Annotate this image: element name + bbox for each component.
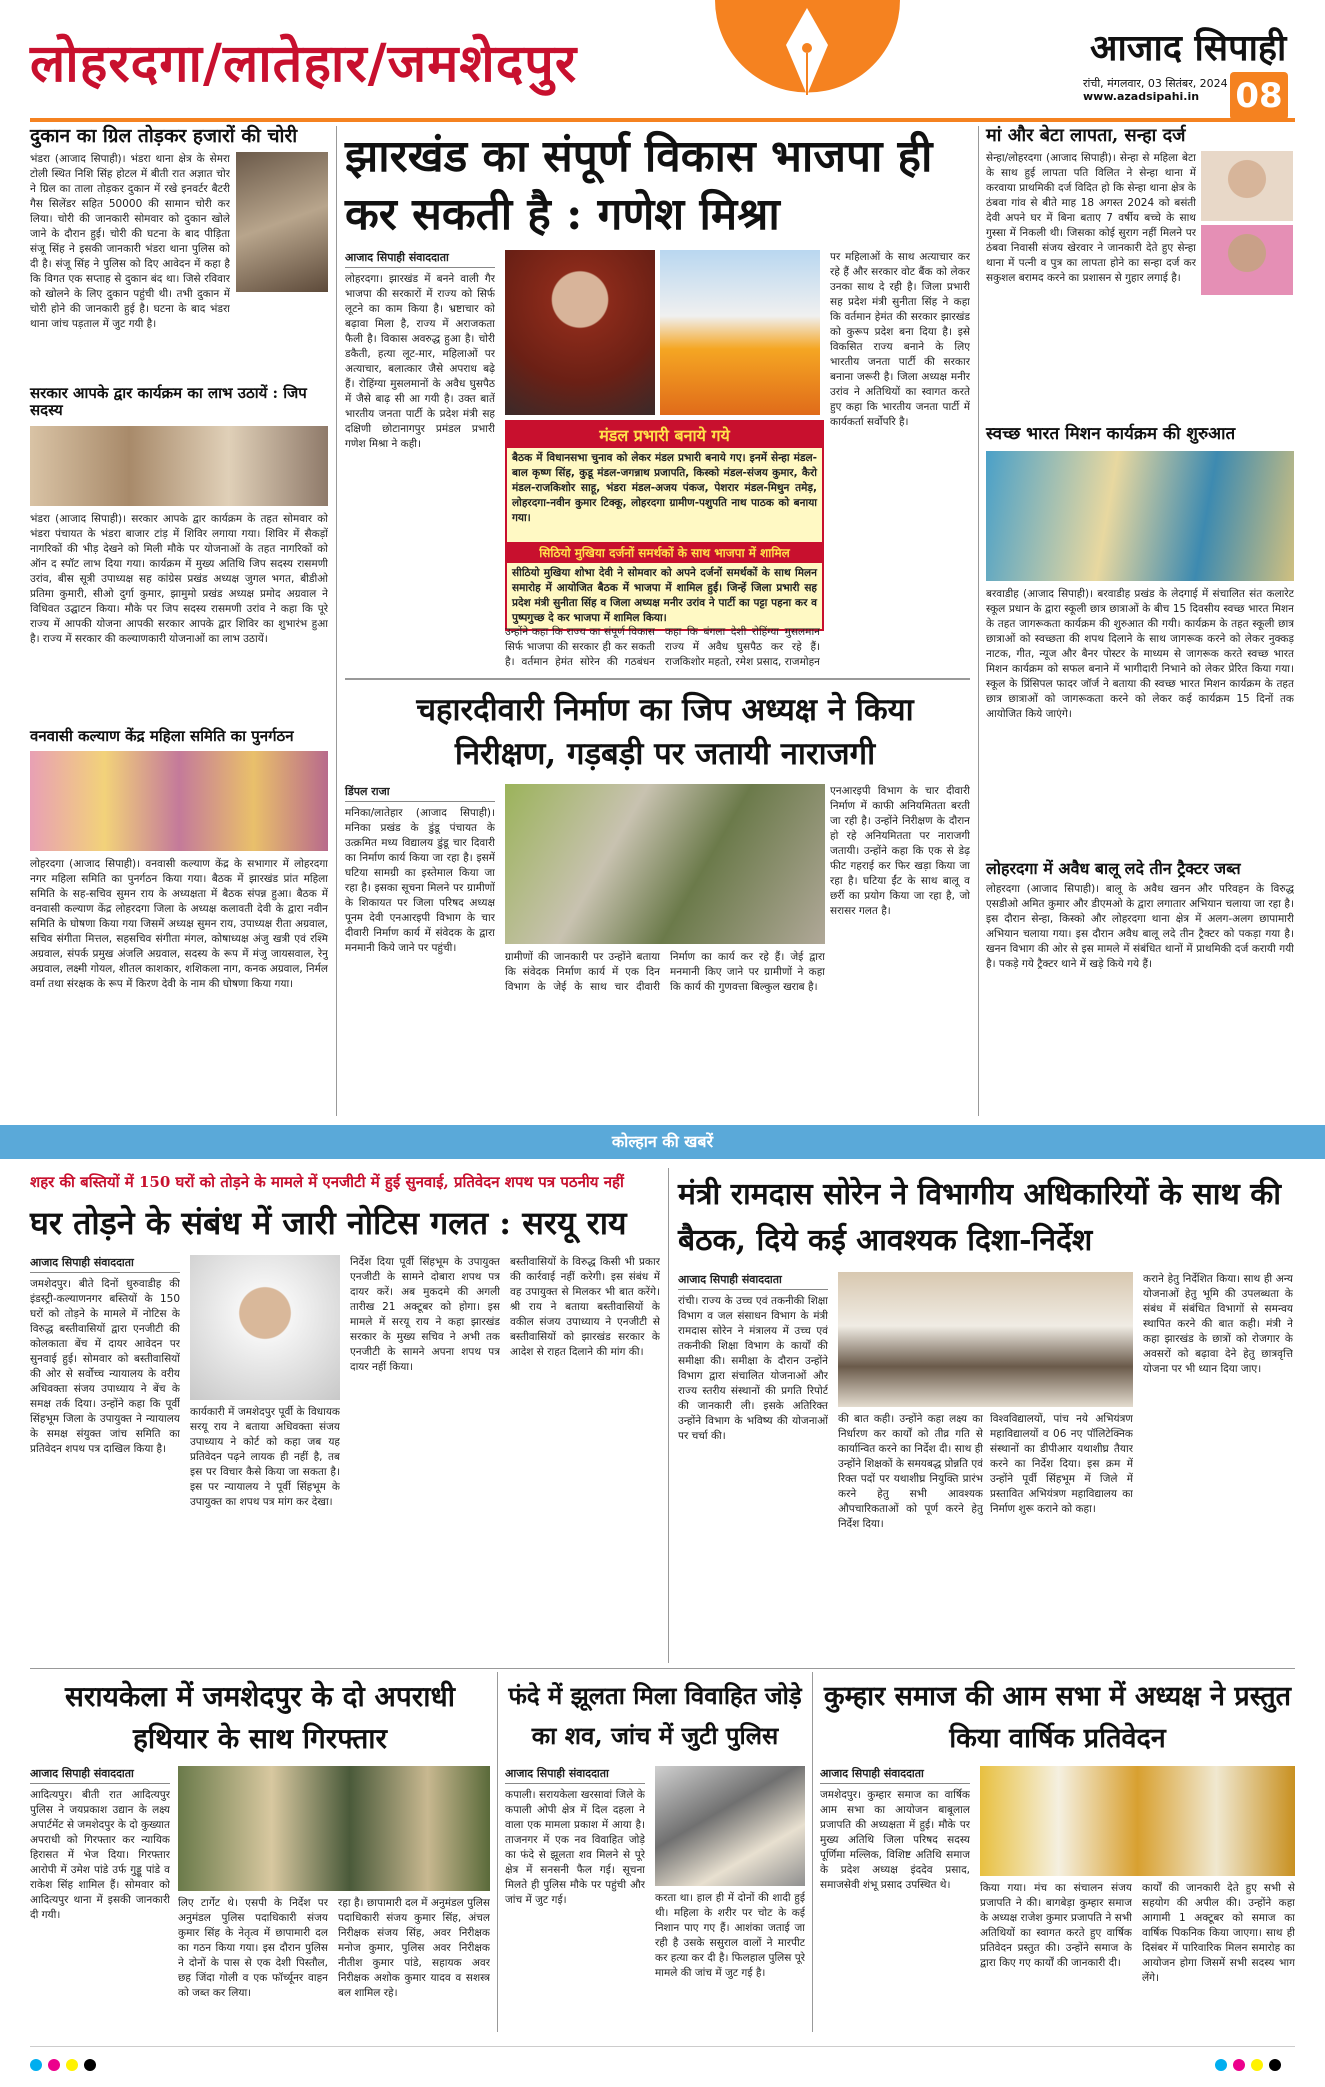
body: सेन्हा/लोहरदगा (आजाद सिपाही)। सेन्हा से महिला बेटा के साथ हुई लापता पति विलित ने सेन्हा थाना में करवाया प्राथमिकी दर्ज विदित हो कि सेन्हा थाना क्षेत्र के ठंबवा गांव से बीते माह 18 अगस्त 2024 को बसंती देवी अपने घर में बिना बताए 7 वर्षीय बच्चे के साथ गुस्सा में निकली थी। जिसका कोई सुराग नहीं मिलने पर ठंबवा निवासी संजय खेरवार ने जानकारी देते हुए सेन्हा थाना में पत्नी व पुत्र का लापता होने का सन्हा दर्ज कर सकुशल बरामद करने का प्रशासन से गुहार लगाई है। (986, 151, 1196, 284)
body: कपाली। सरायकेला खरसावां जिले के कपाली ओपी क्षेत्र में दिल दहला ने वाला एक मामला प्रकाश में आया है। ताजनगर में एक नव विवाहित जोड़े का फंदे से झूलता शव मिलने से पूरे क्षेत्र में सनसनी फैल गई। सूचना मिलते ही पुलिस मौके पर पहुंची और जांच में जुट गई। (505, 1789, 645, 1906)
column-rule (668, 1168, 669, 1663)
ngt-col-b: कार्यकारी में जमशेदपुर पूर्वी के विधायक सरयू राय ने बताया अधिवक्ता संजय उपाध्याय ने कोर्ट को कहा जब यह प्रतिवेदन पढ़ने लायक ही नहीं है, तब इस पर विचार कैसे किया जा सकता है। इस पर न्यायालय ने पूर्वी सिंहभूम के उपायुक्त का शपथ पत्र मांग कर देखा। (190, 1406, 340, 1508)
child-photo (1201, 151, 1293, 221)
wall-headline: चहारदीवारी निर्माण का जिप अध्यक्ष ने किया निरीक्षण, गड़बड़ी पर जतायी नाराजगी (416, 692, 914, 772)
body: मनिका/लातेहार (आजाद सिपाही)। मनिका प्रखंड के डुंडू पंचायत के उत्क्रमित मध्य विद्यालय डुंडू चार दिवारी का निर्माण कार्य किया जा रहा है। इसमें घटिया सामग्री का इस्तेमाल किया जा रहा है। इसका सूचना मिलने पर ग्रामीणों के शिकायत पर जिला परिषद अध्यक्ष पूनम देवी एनआरइपी विभाग के चार दीवारी निर्माण कार्य में संवेदक के द्वारा मनमानी किये जाने पर पहुंची। (345, 807, 495, 954)
body: भंडरा (आजाद सिपाही)। भंडरा थाना क्षेत्र के सेमरा टोली स्थित निशि सिंह होटल में बीती रात अज्ञात चोर ने ग्रिल का ताला तोड़कर दुकान में रखे इनवर्टर बैटरी गैस सिलेंडर सहित 50000 की सामान चोरी कर लिया। चोरी की जानकारी सोमवार को दुकान खोले जाने के दौरान हुई। चोरी की घटना के बाद पीड़िता संजू सिंह ने इसकी जानकारी भंडरा थाना पुलिस को दी है। संजू सिंह ने पुलिस को दिए आवेदन में कहा है कि विगत एक सप्ताह से दुकान बंद था। जिसे रविवार को खोलने के लिए दुकान पहुंची थी। तभी दुकान में चोरी होने की जानकारी हुई है। घटना के बाद भंडरा थाना जांच पड़ताल में जुट गयी है। (30, 152, 230, 330)
kumhar-col-a (820, 1766, 970, 2048)
headline: मां और बेटा लापता, सन्हा दर्ज (986, 125, 1186, 146)
story-shop-theft (30, 126, 328, 342)
byline: आजाद सिपाही संवाददाता (345, 250, 495, 268)
story-missing (986, 126, 1294, 441)
body: बरवाडीह (आजाद सिपाही)। बरवाडीह प्रखंड के लेदगाई में संचालित संत कलारेट स्कूल प्रधान के द्वारा स्कूली छात्र छात्राओं के बीच 15 दिवसीय स्वच्छ भारत मिशन के तहत जागरूकता कार्यक्रम की शुरुआत की गयी। कार्यक्रम के तहत स्कूली छात्र छात्राओं को स्वच्छता की शपथ दिलाने के साथ जागरूक करने को लेकर नुक्कड़ नाटक, गीत, न्यूज और बैनर पोस्टर के माध्यम से जागरूक करते स्वच्छ भारत मिशन कार्यक्रम को सफल बनाने में भागीदारी निभाने को लेकर प्रेरित किया गया। स्कूल के प्रिंसिपल फादर जॉर्ज ने बताया की स्वच्छ भारत मिशन कार्यक्रम के तहत छात्र छात्राओं को जागरूकता करने को लेकर कई कार्यक्रम 15 दिनों तक आयोजित किये जाएंगे। (986, 587, 1294, 720)
body: लोहरदगा (आजाद सिपाही)। बालू के अवैध खनन और परिवहन के विरुद्ध एसडीओ अमित कुमार और डीएमओ के द्वारा लगातार अभियान चलाया जा रहा है। इस दौरान सेन्हा, किस्को और लोहरदगा थाना क्षेत्र में अलग-अलग छापामारी अभियान चलाया गया। इस दौरान अवैध बालू लदे तीन ट्रैक्टर को पकड़ा गया है। खनन विभाग की ओर से इस मामले में संबंधित थानों में प्राथमिकी दर्ज करायी गयी है। पकड़े गये ट्रैक्टर थाने में खड़े किये गये हैं। (986, 883, 1294, 971)
headline: लोहरदगा में अवैध बालू लदे तीन ट्रैक्टर जब्त (986, 859, 1241, 878)
column-rule (497, 1672, 498, 2032)
wall-col-c: एनआरइपी विभाग के चार दीवारी निर्माण में काफी अनियमितता बरती जा रही है। उन्होंने निरीक्षण के दौरान हो रहे अनियमितता पर नाराजगी जतायी। उन्होंने कहा कि एक से डेढ़ फीट गहराई कर फिर खड़ा किया जा रहा है। घटिया ईंट के साथ बालू व छर्री का प्रयोग किया जा रहा है, जो सरासर गलत है। (830, 785, 970, 917)
website: www.azadsipahi.in (1083, 90, 1200, 103)
saryu-rai-photo (190, 1255, 340, 1400)
column-rule (812, 1672, 813, 2032)
wall-col-b: ग्रामीणों की जानकारी पर उन्होंने बताया कि संवेदक निर्माण कार्य में एक दिन विभाग के जेई के साथ चार दीवारी निर्माण का कार्य कर रहे हैं। जेई द्वारा मनमानी किए जाने पर ग्रामीणों ने कहा कि कार्य की गुणवत्ता बिल्कुल खराब है। (505, 951, 825, 993)
police-photo (178, 1766, 490, 1891)
column-rule (978, 126, 979, 1116)
lead-col-a (345, 250, 495, 682)
story-swachh (986, 425, 1294, 867)
inspection-photo (505, 784, 825, 944)
kumhar-col-b: किया गया। मंच का संचालन संजय प्रजापति ने की। बागबेड़ा कुम्हार समाज के अध्यक्ष राजेश कुमार प्रजापति ने सभी अतिथियों का स्वागत करते हुए वार्षिक प्रतिवेदन प्रस्तुत की। उन्होंने समाज के द्वारा किए गए कार्यों की जानकारी दी। (980, 1882, 1132, 1969)
registration-marks-right (1215, 2056, 1287, 2075)
pen-nib-icon (700, 0, 915, 108)
masthead-rule (30, 118, 1295, 122)
story-sand (986, 860, 1294, 1107)
arrest-col-b: लिए टार्गेट थे। एसपी के निर्देश पर अनुमंडल पुलिस पदाधिकारी संजय कुमार सिंह के नेतृत्व में छापामारी दल का गठन किया गया। इस दौरान पुलिस ने दोनों के पास से एक देशी पिस्तौल, छह जिंदा गोली व एक फॉर्च्यूनर वाहन को जब्त कर लिया। (178, 1897, 328, 1999)
lead-col-b: उन्होंने कहा कि राज्य का संपूर्ण विकास सिर्फ भाजपा की सरकार ही कर सकती है। वर्तमान हेमंत सोरेन की गठबंधन (505, 626, 655, 668)
box-title: मंडल प्रभारी बनाये गये (507, 422, 822, 448)
headline: सरकार आपके द्वार कार्यक्रम का लाभ उठायें : जिप सदस्य (30, 384, 307, 420)
ngt-kicker: शहर की बस्तियों में 150 घरों को तोड़ने के मामले में एनजीटी में हुई सुनवाई, प्रतिवेदन शपथ पत्र पठनीय नहीं (30, 1173, 624, 1191)
body: रांची। राज्य के उच्च एवं तकनीकी शिक्षा विभाग व जल संसाधन विभाग के मंत्री रामदास सोरेन ने मंत्रालय में उच्च एवं तकनीकी शिक्षा विभाग के कार्यों की समीक्षा की। समीक्षा के दौरान उन्होंने विभाग द्वारा संचालित योजनाओं और राज्य स्तरीय संस्थानों की प्रगति रिपोर्ट की जानकारी ली। इसके अतिरिक्त उन्होंने विभाग के भविष्य की योजनाओं पर चर्चा की। (678, 1295, 828, 1442)
divider (345, 678, 970, 680)
kolhan-band: कोल्हान की खबरें (0, 1125, 1325, 1159)
ngt-col-d: बस्तीवासियों के विरुद्ध किसी भी प्रकार की कार्रवाई नहीं करेगी। इस संबंध में वह उपायुक्त से मिलकर भी बात करेंगे। श्री राय ने बताया बस्तीवासियों के वकील संजय उपाध्याय ने एनजीटी से बस्तीवासियों को झारखंड सरकार के आदेश से राहत दिलाने की मांग की। (510, 1256, 660, 1358)
meeting-photo (838, 1272, 1133, 1407)
lead-col-c: पर महिलाओं के साथ अत्याचार कर रहे हैं और सरकार वोट बैंक को लेकर उनका साथ दे रही है। जिला प्रभारी सह प्रदेश मंत्री सुनीता सिंह ने कहा कि वर्तमान हेमंत की सरकार झारखंड को कुरूप प्रदेश बना दिया है। इसे विकसित राज्य बनाने के लिए भारतीय जनता पार्टी की सरकार बनाना जरूरी है। जिला अध्यक्ष मनीर उरांव ने अतिथियों का स्वागत करते हुए कहा कि भारतीय जनता पार्टी में कार्यकर्ता सर्वोपरि है। (830, 251, 970, 428)
byline: आजाद सिपाही संवाददाता (30, 1766, 170, 1784)
byline: आजाद सिपाही संवाददाता (820, 1766, 970, 1784)
box-body: बैठक में विधानसभा चुनाव को लेकर मंडल प्रभारी बनाये गए। इनमें सेन्हा मंडल-बाल कृष्ण सिंह, कुडू मंडल-जगन्नाथ प्रजापति, किस्को मंडल-संजय कुमार, कैरो मंडल-राजकिशोर साहू, भंडरा मंडल-अजय पंकज, पेशरार मंडल-मिथुन तमेड़, लोहरदगा-नवीन कुमार टिक्कू, लोहरदगा ग्रामीण-पशुपति नाथ पाठक को बनाया गया। (512, 452, 817, 524)
hanging-col-b: करता था। हाल ही में दोनों की शादी हुई थी। महिला के शरीर पर चोट के कई निशान पाए गए हैं। आशंका जताई जा रही है उसके ससुराल वालों ने मारपीट कर हत्या कर दी है। फिलहाल पुलिस पूरे मामले की जांच में जुट गई है। (655, 1892, 805, 1979)
box2-title: सिठियो मुखिया दर्जनों समर्थकों के साथ भाजपा में शामिल (507, 542, 822, 563)
minister-col-c: विश्वविद्यालयों, पांच नये अभियंत्रण महाविद्यालयों व 06 नए पॉलिटेक्निक संस्थानों का डीपीआर यथाशीघ्र तैयार करने का निर्देश दिया। इस क्रम में उन्होंने पूर्वी सिंहभूम में जिले में प्रस्तावित अभियंत्रण महाविद्यालय का निर्माण शुरू कराने को कहा। (990, 1413, 1133, 1515)
headline: स्वच्छ भारत मिशन कार्यक्रम की शुरुआत (986, 424, 1236, 444)
footer-rule (30, 2046, 1295, 2047)
brand-name: आजाद सिपाही (1090, 27, 1287, 69)
registration-marks (30, 2056, 102, 2075)
divider (30, 1668, 1295, 1669)
column-rule (336, 126, 337, 1116)
arrest-headline: सरायकेला में जमशेदपुर के दो अपराधी हथियार के साथ गिरफ्तार (65, 1680, 455, 1755)
dateline: रांची, मंगलवार, 03 सितंबर, 2024 (1083, 77, 1228, 90)
speaker-photo (505, 250, 655, 415)
ngt-col-a (30, 1255, 180, 1677)
arrest-col-c: रहा है। छापामारी दल में अनुमंडल पुलिस पदाधिकारी संजय कुमार सिंह, अंचल निरीक्षक संजय सिंह, अवर निरीक्षक मनोज कुमार, पुलिस अवर निरीक्षक नीतीश कुमार पांडे, सहायक अवर निरीक्षक अशोक कुमार यादव व सशस्त्र बल शामिल रहे। (338, 1897, 490, 1999)
minister-col-a (678, 1272, 828, 1659)
lead-col-d: कहा कि बंगला देशी रोहिंग्या मुसलमान राज्य में अवैध घुसपैठ कर रहे हैं। राजकिशोर महतो, रमेश प्रसाद, राजमोहन (665, 626, 820, 668)
woman-photo (1201, 225, 1293, 295)
ngt-headline: घर तोड़ने के संबंध में जारी नोटिस गलत : सरयू राय (30, 1204, 627, 1242)
hanging-col-a (505, 1766, 645, 2048)
gathering-photo (980, 1766, 1295, 1876)
mandal-box (505, 420, 824, 631)
arrest-col-a (30, 1766, 170, 2048)
byline: आजाद सिपाही संवाददाता (505, 1766, 645, 1784)
hanging-headline: फंदे में झूलता मिला विवाहित जोड़े का शव, जांच में जुटी पुलिस (508, 1681, 802, 1750)
story-vanvasi (30, 728, 328, 1112)
lead-headline: झारखंड का संपूर्ण विकास भाजपा ही कर सकती है : गणेश मिश्रा (345, 131, 933, 240)
kumhar-col-c: कार्यों की जानकारी देते हुए सभी से सहयोग की अपील की। उन्होंने कहा आगामी 1 अक्टूबर को समाज का वार्षिक पिकनिक किया जाएगा। साथ ही दिसंबर में पारिवारिक मिलन समारोह का आयोजन होगा जिसमें सभी सदस्य भाग लेंगे। (1142, 1882, 1295, 1984)
shop-photo (236, 152, 328, 292)
byline: डिंपल राजा (345, 784, 495, 802)
wall-col-a (345, 784, 495, 1126)
kumhar-headline: कुम्हार समाज की आम सभा में अध्यक्ष ने प्रस्तुत किया वार्षिक प्रतिवेदन (823, 1681, 1292, 1754)
body: भंडरा (आजाद सिपाही)। सरकार आपके द्वार कार्यक्रम के तहत सोमवार को भंडरा पंचायत के भंडरा बाजार टांड़ में शिविर लगाया गया। शिविर में सैकड़ों नागरिकों की भीड़ देखने को मिली मौके पर योजनाओं के तहत नागरिकों को ऑन द स्पॉट लाभ दिया गया। कार्यक्रम में मुख्य अतिथि जिप सदस्य रासमणी उरांव, बीस सूत्री उपाध्यक्ष सह कांग्रेस प्रखंड अध्यक्ष जुगल भगत, बीडीओ प्रतिमा कुमारी, सीओ दुर्गा कुमार, झामुमो प्रखंड अध्यक्ष प्रमोद अग्रवाल ने विधिवत उद्घाटन किया। मौके पर जिप सदस्य रासमणी उरांव ने कहा कि पूरे राज्य में आपकी योजना आपकी सरकार आपके द्वार शिविर का शुभारंभ हुआ है। राज्य में सरकार की कल्याणकारी योजनाओं का लाभ उठायें। (30, 512, 328, 645)
body: जमशेदपुर। बीते दिनों धुरुवाडीह की इंडस्ट्री-कल्याणनगर बस्तियों के 150 घरों को तोड़ने के मामले में नोटिस के विरुद्ध बस्तीवासियों द्वारा एनजीटी की कोलकाता बेंच में दायर आवेदन पर सुनवाई हुई। सोमवार को बस्तीवासियों की ओर से सर्वोच्च न्यायालय के वरीय अधिवक्ता संजय उपाध्याय ने बेंच के समक्ष तर्क दिया। उन्होंने कहा कि पूर्वी सिंहभूम जिला के उपायुक्त ने न्यायालय के समक्ष संयुक्त जांच समिति का प्रतिवेदन शपथ पत्र दाखिल किया है। (30, 1278, 180, 1455)
minister-headline: मंत्री रामदास सोरेन ने विभागीय अधिकारियों के साथ की बैठक, दिये कई आवश्यक दिशा-निर्देश (678, 1177, 1282, 1258)
group-photo (30, 751, 328, 851)
scene-photo (655, 1766, 805, 1886)
byline: आजाद सिपाही संवाददाता (30, 1255, 180, 1273)
section-title: लोहरदगा/लातेहार/जमशेदपुर (30, 33, 578, 94)
page-number: 08 (1230, 72, 1288, 120)
event-photo (30, 426, 328, 506)
body: आदित्यपुर। बीती रात आदित्यपुर पुलिस ने जयप्रकाश उद्यान के लक्ष्य अपार्टमेंट से जमशेदपुर के दो कुख्यात अपराधी को गिरफ्तार कर न्यायिक हिरासत में भेज दिया। गिरफ्तार आरोपी में उमेश पांडे उर्फ गुड्डू पांडे व राकेश सिंह शामिल हैं। सोमवार को आदित्यपुर थाना में इसकी जानकारी दी गयी। (30, 1789, 170, 1921)
headline: वनवासी कल्याण केंद्र महिला समिति का पुनर्गठन (30, 727, 294, 745)
minister-col-d: कराने हेतु निर्देशित किया। साथ ही अन्य योजनाओं हेतु भूमि की उपलब्धता के संबंध में संबंधित विभागों से समन्वय स्थापित करने की बात कही। मंत्री ने कहा झारखंड के छात्रों को रोजगार के अवसरों को बढ़ावा देने हेतु छात्रवृत्ति योजना पर भी ध्यान दिया जाए। (1143, 1273, 1293, 1375)
body: जमशेदपुर। कुम्हार समाज का वार्षिक आम सभा का आयोजन बाबूलाल प्रजापति की अध्यक्षता में हुई। मौके पर मुख्य अतिथि जिला परिषद सदस्य पूर्णिमा मल्लिक, विशिष्ट अतिथि समाज के प्रदेश अध्यक्ष इंददेव प्रसाद, समाजसेवी शंभू प्रसाद उपस्थित थे। (820, 1789, 970, 1891)
meeting-photo (660, 250, 820, 415)
box2-body: सीठियो मुखिया शोभा देवी ने सोमवार को अपने दर्जनों समर्थकों के साथ मिलन समारोह में आयोजित बैठक में भाजपा में शामिल हुईं। जिन्हें जिला प्रभारी सह प्रदेश मंत्री सुनीता सिंह व जिला अध्यक्ष मनीर उरांव ने पार्टी का पट्टा पहना कर व पुष्पगुच्छ दे कर भाजपा में शामिल किया। (512, 567, 817, 624)
ngt-col-c: निर्देश दिया पूर्वी सिंहभूम के उपायुक्त एनजीटी के सामने दोबारा शपथ पत्र दायर करें। अब मुकदमे की अगली तारीख 21 अक्टूबर को होगा। इस मामले में सरयू राय ने कहा झारखंड सरकार के मुख्य सचिव ने अभी तक एनजीटी के सामने अपना शपथ पत्र दायर नहीं किया। (350, 1256, 500, 1373)
body: लोहरदगा। झारखंड में बनने वाली गैर भाजपा की सरकारों में राज्य को सिर्फ लूटने का काम किया है। भ्रष्टाचार को बढ़ावा मिला है, राज्य में अराजकता फैली है। विकास अवरुद्ध हुआ है। चोरी डकैती, हत्या लूट-मार, महिलाओं पर अत्याचार, बलात्कार जैसे अपराध बढ़े हैं। रोहिंग्या मुसलमानों के अवैध घुसपैठ में जैसे बाढ़ सी आ गयी है। उक्त बातें भारतीय जनता पार्टी के प्रदेश मंत्री सह दक्षिणी छोटानागपुर प्रमंडल प्रभारी गणेश मिश्रा ने कही। (345, 273, 495, 450)
body: लोहरदगा (आजाद सिपाही)। वनवासी कल्याण केंद्र के सभागार में लोहरदगा नगर महिला समिति का पुनर्गठन किया गया। बैठक में झारखंड प्रांत महिला समिति के सह-सचिव सुमन राय के अध्यक्षता में बैठक संपन्न हुआ। बैठक में वनवासी कल्याण केंद्र लोहरदगा जिला के अध्यक्ष कलावती देवी के द्वारा नवीन समिति के घोषणा किया गया जिसमें अध्यक्ष सुमन राय, उपाध्यक्ष रीता अग्रवाल, सचिव संगीता मित्तल, सहसचिव संगीता मंगल, कोषाध्यक्ष अंजु खत्री एवं रश्मि अग्रवाल, संपर्क प्रमुख अंजलि अग्रवाल, सदस्य के रूप में मंजु जायसवाल, रेनु अग्रवाल, लक्ष्मी गोयल, शीतल काशकार, शशिकला नाग, कनक अग्रवाल, निर्मल वर्मा तथा संरक्षक के रूप में किरण देवी के नाम की घोषणा किया गया। (30, 858, 328, 991)
byline: आजाद सिपाही संवाददाता (678, 1272, 828, 1290)
students-photo (986, 451, 1294, 581)
minister-col-b: की बात कही। उन्होंने कहा लक्ष्य का निर्धारण कर कार्यों को तीव्र गति से कार्यान्वित करने का निर्देश दी। साथ ही उन्होंने शिक्षकों के समयबद्ध प्रोन्नति एवं रिक्त पदों पर यथाशीघ्र नियुक्ति प्रारंभ करने हेतु सभी आवश्यक औपचारिकताओं को पूर्ण करने हेतु निर्देश दिया। (838, 1413, 983, 1530)
story-sarkar-aapke-dwar (30, 385, 328, 757)
headline: दुकान का ग्रिल तोड़कर हजारों की चोरी (30, 125, 298, 147)
